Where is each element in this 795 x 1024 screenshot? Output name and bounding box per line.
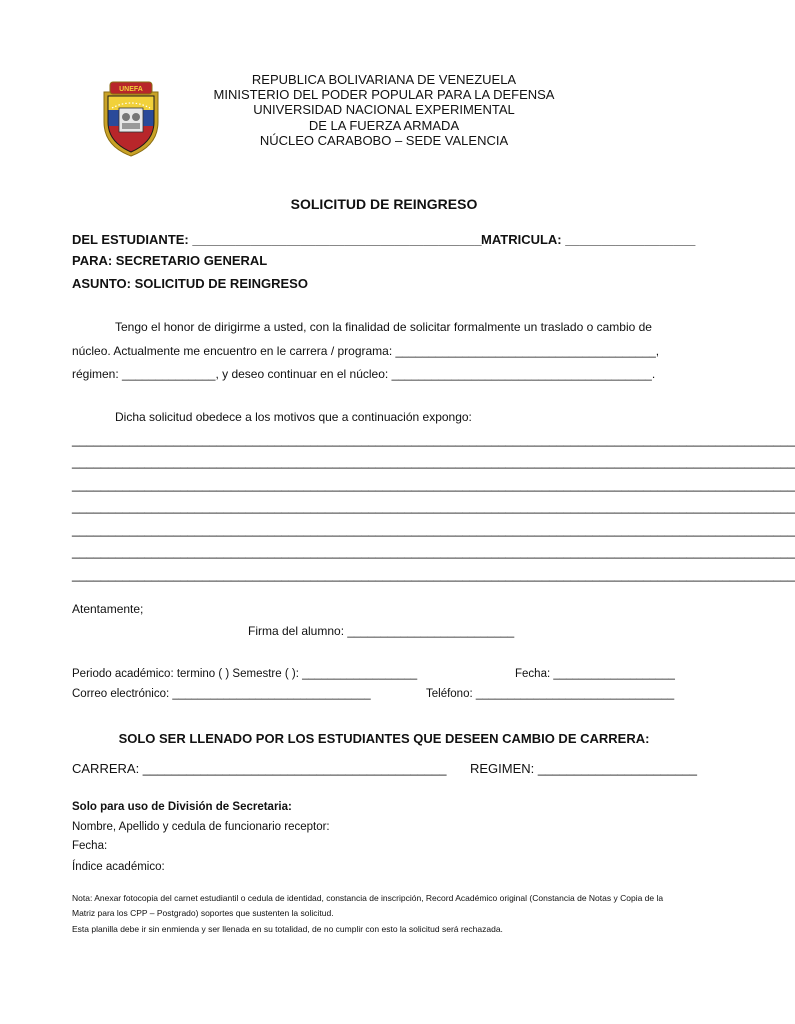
matricula-field[interactable]: MATRICULA: __________________ (481, 232, 696, 247)
nota-line-3: Esta planilla debe ir sin enmienda y ser llenada en su totalidad, de no cumplir con esto la solicitud será rechazada. (72, 924, 503, 934)
receptor-label: Nombre, Apellido y cedula de funcionario receptor: (72, 821, 330, 833)
reason-line[interactable]: ____________________________________________________________________________________________________ (72, 454, 795, 469)
carrera-field[interactable]: CARRERA: __________________________________________ (72, 761, 447, 776)
reason-line[interactable]: ____________________________________________________________________________________________________ (72, 477, 795, 492)
cambio-heading: SOLO SER LLENADO POR LOS ESTUDIANTES QUE DESEEN CAMBIO DE CARRERA: (118, 731, 650, 746)
periodo-field[interactable]: Periodo académico: termino ( ) Semestre ( ): __________________ (72, 668, 418, 680)
para-line: PARA: SECRETARIO GENERAL (72, 253, 268, 268)
seal-text: UNEFA (119, 86, 143, 93)
closing-atentamente: Atentamente; (72, 602, 144, 616)
signature-field[interactable]: Firma del alumno: _________________________ (248, 624, 515, 638)
header-line-nucleo: NÚCLEO CARABOBO – SEDE VALENCIA (259, 132, 509, 148)
body-line-3[interactable]: régimen: ______________, y deseo continuar en el núcleo: _______________________________________. (72, 367, 656, 381)
secretaria-heading: Solo para uso de División de Secretaria: (72, 801, 292, 813)
telefono-field[interactable]: Teléfono: _______________________________ (426, 688, 675, 700)
document-title: SOLICITUD DE REINGRESO (290, 196, 478, 212)
nota-line-2: Matriz para los CPP – Postgrado) soportes que sustenten la solicitud. (72, 908, 334, 918)
institution-header (184, 72, 584, 148)
secretaria-fecha-label: Fecha: (72, 840, 108, 852)
asunto-line: ASUNTO: SOLICITUD DE REINGRESO (72, 276, 308, 291)
reason-line[interactable]: ____________________________________________________________________________________________________ (72, 544, 795, 559)
student-field[interactable]: DEL ESTUDIANTE: ________________________________________ (72, 232, 482, 247)
reason-line[interactable]: ____________________________________________________________________________________________________ (72, 432, 795, 447)
unefa-seal-logo (100, 78, 162, 156)
reason-line[interactable]: ____________________________________________________________________________________________________ (72, 499, 795, 514)
regimen-field[interactable]: REGIMEN: ______________________ (470, 761, 697, 776)
header-line-universidad: UNIVERSIDAD NACIONAL EXPERIMENTAL (253, 102, 515, 118)
reason-line[interactable]: ____________________________________________________________________________________________________ (72, 567, 795, 582)
body-line-1: Tengo el honor de dirigirme a usted, con la finalidad de solicitar formalmente un traslado o cambio de (115, 320, 652, 334)
nota-line-1: Nota: Anexar fotocopia del carnet estudiantil o cedula de identidad, constancia de inscripción, Record Académico original (Constancia de Notas y Copia de la (72, 893, 664, 903)
header-line-republica: REPUBLICA BOLIVARIANA DE VENEZUELA (251, 72, 517, 87)
body-line-2[interactable]: núcleo. Actualmente me encuentro en le carrera / programa: _______________________________________, (72, 344, 660, 358)
motivos-intro: Dicha solicitud obedece a los motivos que a continuación expongo: (115, 410, 472, 424)
fecha-field[interactable]: Fecha: ___________________ (515, 668, 675, 680)
indice-label: Índice académico: (72, 861, 165, 873)
correo-field[interactable]: Correo electrónico: _______________________________ (72, 688, 371, 700)
header-line-fuerza-armada: DE LA FUERZA ARMADA (308, 117, 460, 133)
reason-line[interactable]: ____________________________________________________________________________________________________ (72, 522, 795, 537)
header-line-ministerio: MINISTERIO DEL PODER POPULAR PARA LA DEFENSA (213, 87, 555, 103)
